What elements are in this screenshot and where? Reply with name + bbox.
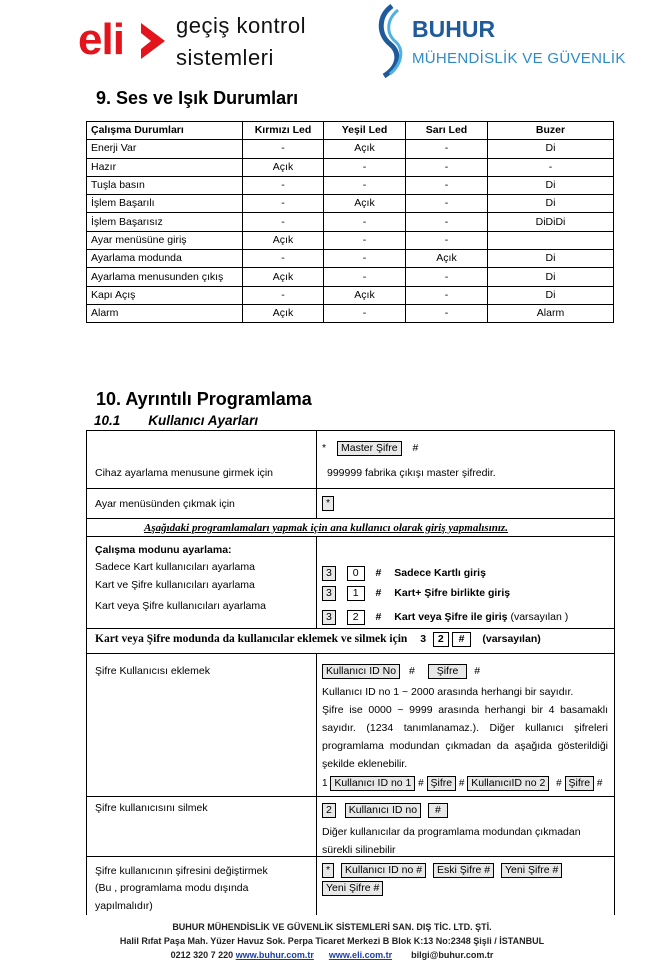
table-cell: İşlem Başarılı: [87, 195, 243, 213]
admin-note: Aşağıdaki programlamaları yapmak için ana kullanıcı olarak giriş yapmalısınız.: [144, 522, 508, 534]
table-header: Sarı Led: [406, 122, 488, 140]
add-pin-sequence: 1 Kullanıcı ID no 1 # Şifre # KullanıcıID no 2 # Şifre #: [322, 777, 603, 789]
table-cell: -: [324, 250, 406, 268]
add-pin-para2: Şifre ise 0000 ~ 9999 arasında herhangi bir 4 basamaklı sayıdır. (1234 tanımlanamaz.). Diğer kullanıcı şifreleri programlama modundan çıkmadan da aşağıda gösterildiği şekilde eklenebilir.: [322, 704, 608, 770]
change-pin-label: Şifre kullanıcının şifresini değiştirmek: [95, 865, 268, 877]
delete-pin-note: Diğer kullanıcılar da programlama modundan çıkmadan sürekli silinebilir: [322, 826, 581, 856]
change-pin-note: (Bu , programlama modu dışında: [95, 882, 249, 894]
table-header: Buzer: [488, 122, 614, 140]
buhur-logo-title: BUHUR: [412, 16, 496, 42]
mode-code-1: 3 1 # Kart+ Şifre birlikte giriş: [322, 586, 510, 601]
table-cell: Enerji Var: [87, 140, 243, 158]
table-row: [87, 158, 614, 176]
eli-logo-word: eli: [78, 15, 124, 64]
section9-title: 9. Ses ve Işık Durumları: [96, 88, 299, 108]
table-row: [87, 286, 614, 304]
table-cell: Açık: [243, 304, 324, 322]
table-cell: Açık: [243, 231, 324, 249]
exit-menu-label: Ayar menüsünden çıkmak için: [95, 498, 235, 510]
table-row: [87, 176, 614, 194]
table-row: [87, 213, 614, 231]
subsection-title: 10.1 Kullanıcı Ayarları: [94, 413, 259, 428]
table-cell: Di: [488, 176, 614, 194]
exit-menu-key: *: [322, 496, 334, 511]
footer-contact: 0212 320 7 220 www.buhur.com.tr www.eli.com.tr bilgi@buhur.com.tr: [170, 950, 494, 960]
table-cell: -: [243, 195, 324, 213]
table-cell: Ayar menüsüne giriş: [87, 231, 243, 249]
eli-logo-arrow-icon: [138, 20, 168, 67]
table-cell: -: [406, 286, 488, 304]
table-cell: -: [243, 213, 324, 231]
enter-menu-label: Cihaz ayarlama menusune girmek için: [95, 467, 273, 479]
table-cell: Alarm: [87, 304, 243, 322]
table-cell: Tuşla basın: [87, 176, 243, 194]
table-cell: Açık: [243, 268, 324, 286]
delete-pin-label: Şifre kullanıcısını silmek: [95, 802, 208, 814]
table-header: Kırmızı Led: [243, 122, 324, 140]
table-cell: Açık: [324, 286, 406, 304]
table-cell: Ayarlama modunda: [87, 250, 243, 268]
enter-menu-note: 999999 fabrika çıkışı master şifredir.: [327, 467, 496, 479]
buhur-swirl-icon: [374, 4, 408, 78]
table-cell: -: [488, 158, 614, 176]
add-pin-para1: Kullanıcı ID no 1 ~ 2000 arasında herhangi bir sayıdır.: [322, 686, 574, 698]
change-pin-keys: * Kullanıcı ID no # Eski Şifre # Yeni Şifre #: [322, 863, 562, 878]
mode-code-0: 3 0 # Sadece Kartlı giriş: [322, 566, 486, 581]
table-cell: [488, 231, 614, 249]
table-row: [87, 231, 614, 249]
enter-menu-keys: * Master Şifre #: [322, 442, 419, 454]
table-cell: Ayarlama menusunden çıkış: [87, 268, 243, 286]
table-row: [87, 195, 614, 213]
mode-code-2: 3 2 # Kart veya Şifre ile giriş (varsayılan ): [322, 610, 568, 625]
table-cell: -: [406, 176, 488, 194]
table-cell: İşlem Başarısız: [87, 213, 243, 231]
change-pin-note: yapılmalıdır): [95, 900, 153, 912]
table-header: Yeşil Led: [324, 122, 406, 140]
eli-logo-line1: geçiş kontrol: [176, 13, 307, 38]
table-cell: Di: [488, 286, 614, 304]
change-pin-keys2: Yeni Şifre #: [322, 881, 383, 896]
mode-heading: Çalışma modunu ayarlama:: [95, 544, 232, 556]
table-cell: -: [243, 286, 324, 304]
table-cell: -: [324, 268, 406, 286]
table-cell: Di: [488, 250, 614, 268]
table-cell: -: [406, 213, 488, 231]
table-cell: -: [324, 231, 406, 249]
mode-item: Kart veya Şifre kullanıcıları ayarlama: [95, 600, 266, 612]
table-cell: -: [406, 140, 488, 158]
status-table: [86, 121, 614, 323]
table-row: [87, 304, 614, 322]
table-cell: Kapı Açış: [87, 286, 243, 304]
table-cell: -: [406, 304, 488, 322]
table-cell: Di: [488, 195, 614, 213]
table-cell: Açık: [324, 140, 406, 158]
table-row: [87, 268, 614, 286]
table-cell: Hazır: [87, 158, 243, 176]
add-pin-keys: Kullanıcı ID No # Şifre #: [322, 664, 480, 679]
table-row: [87, 250, 614, 268]
add-pin-label: Şifre Kullanıcısı eklemek: [95, 665, 210, 677]
mode-item: Kart ve Şifre kullanıcıları ayarlama: [95, 579, 255, 591]
table-cell: -: [243, 140, 324, 158]
card-or-pin-row: Kart veya Şifre modunda da kullanıcılar eklemek ve silmek için 3 2 # (varsayılan): [95, 633, 541, 645]
footer-web-link[interactable]: www.buhur.com.tr: [235, 950, 314, 960]
table-cell: Alarm: [488, 304, 614, 322]
table-cell: Açık: [324, 195, 406, 213]
table-cell: -: [243, 250, 324, 268]
table-cell: -: [406, 195, 488, 213]
table-cell: -: [324, 158, 406, 176]
eli-logo-line2: sistemleri: [176, 45, 274, 70]
table-cell: -: [406, 231, 488, 249]
table-cell: -: [324, 304, 406, 322]
buhur-logo-subtitle: MÜHENDİSLİK VE GÜVENLİK: [412, 50, 626, 67]
table-cell: Di: [488, 268, 614, 286]
table-cell: -: [324, 176, 406, 194]
footer-web-link[interactable]: www.eli.com.tr: [328, 950, 393, 960]
mode-item: Sadece Kart kullanıcıları ayarlama: [95, 561, 255, 573]
table-cell: Açık: [406, 250, 488, 268]
table-cell: -: [243, 176, 324, 194]
table-cell: -: [324, 213, 406, 231]
table-cell: Açık: [243, 158, 324, 176]
footer-company: BUHUR MÜHENDİSLİK VE GÜVENLİK SİSTEMLERİ SAN. DIŞ TİC. LTD. ŞTİ.: [172, 922, 492, 932]
table-row: [87, 140, 614, 158]
table-cell: DiDiDi: [488, 213, 614, 231]
table-header: Çalışma Durumları: [87, 122, 243, 140]
table-cell: -: [406, 268, 488, 286]
footer-address: Halil Rıfat Paşa Mah. Yüzer Havuz Sok. Perpa Ticaret Merkezi B Blok K:13 No:2348 Şişli / İSTANBUL: [119, 936, 545, 946]
table-cell: Di: [488, 140, 614, 158]
table-cell: -: [406, 158, 488, 176]
section10-title: 10. Ayrıntılı Programlama: [96, 389, 312, 409]
delete-pin-keys: 2 Kullanıcı ID no #: [322, 803, 448, 818]
